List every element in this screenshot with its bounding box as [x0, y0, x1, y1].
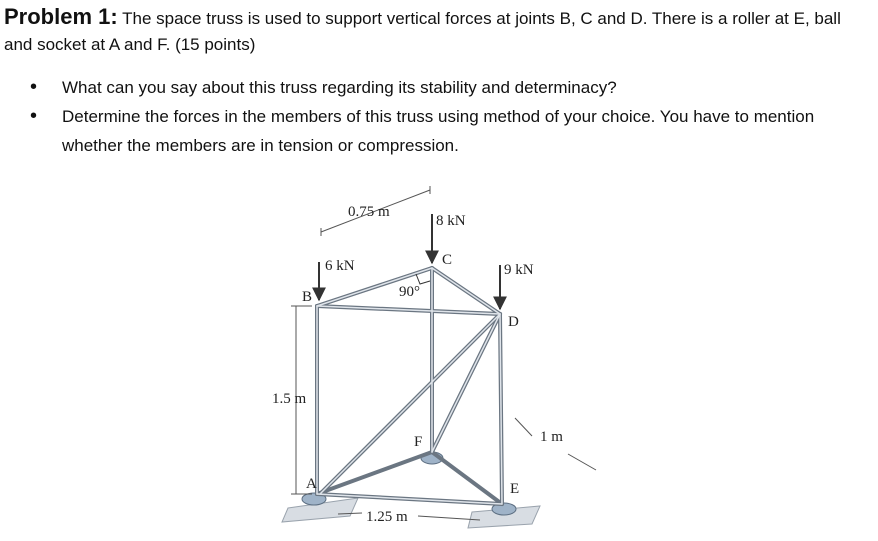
member-ef [432, 452, 502, 504]
problem-text: The space truss is used to support vertical forces at joints B, C and D. There is a roller at E, ball and socket at A and F. (15 points) [4, 9, 841, 54]
dim-angle: 90° [399, 284, 420, 300]
joint-label-d: D [508, 314, 519, 330]
dim-top: 0.75 m [348, 204, 390, 220]
joint-label-e: E [510, 481, 520, 497]
support-e [468, 503, 540, 528]
right-angle-mark [416, 274, 430, 284]
joint-label-c: C [442, 252, 453, 268]
joint-label-a: A [306, 476, 317, 492]
question-item: • Determine the forces in the members of this truss using method of your choice. You have to mention whether the members are in tension or compression. [30, 102, 850, 160]
question-item: • What can you say about this truss regarding its stability and determinacy? [30, 73, 850, 102]
dim-side: 1 m [540, 429, 563, 445]
load-label-c: 8 kN [436, 213, 466, 229]
problem-title: Problem 1: [4, 4, 118, 29]
load-label-d: 9 kN [504, 262, 534, 278]
dim-bottom: 1.25 m [366, 509, 408, 525]
dimension-lines [291, 186, 596, 520]
member-af [317, 452, 432, 494]
load-label-b: 6 kN [325, 258, 355, 274]
joint-label-b: B [302, 289, 313, 305]
dim-height: 1.5 m [272, 391, 307, 407]
joint-label-f: F [414, 434, 423, 450]
